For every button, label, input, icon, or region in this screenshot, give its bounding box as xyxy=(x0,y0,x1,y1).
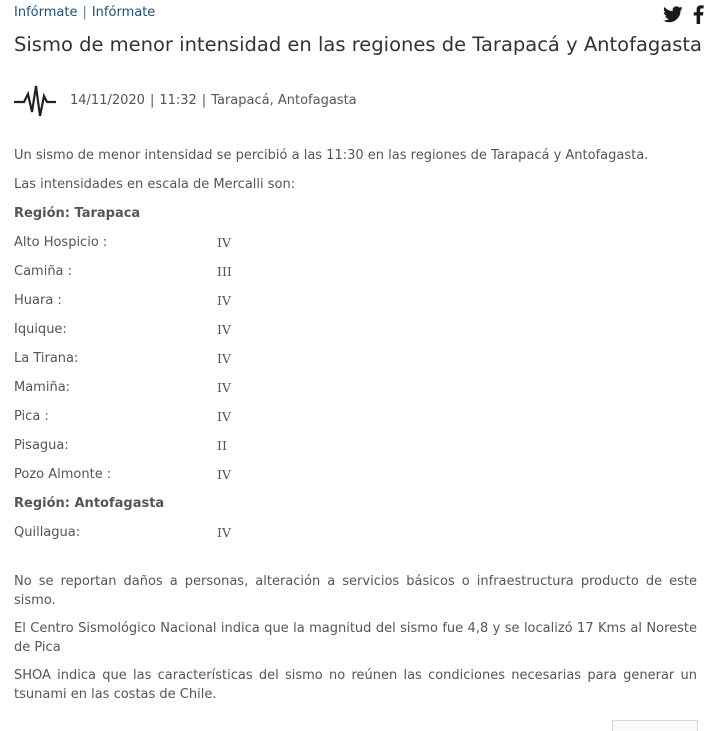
place-name: La Tirana: xyxy=(14,351,79,366)
region-heading: Región: Tarapaca xyxy=(14,206,141,221)
intensity-value: IV xyxy=(217,380,231,395)
intensity-row xyxy=(14,320,697,349)
intensity-value: IV xyxy=(217,467,231,482)
shoa-paragraph: SHOA indica que las características del sismo no reúnen las condiciones necesarias para generar un tsunami en las costas de Chile. xyxy=(14,668,697,702)
breadcrumb-separator: | xyxy=(82,5,87,20)
meta-separator: | xyxy=(201,93,207,108)
damage-paragraph: No se reportan daños a personas, alteración a servicios básicos o infraestructura producto de este sismo. xyxy=(14,574,697,608)
intensity-value: IV xyxy=(217,351,231,366)
meta-info xyxy=(70,93,357,108)
intensity-value: III xyxy=(217,264,232,279)
intensity-value: IV xyxy=(217,235,231,250)
place-name: Pozo Almonte : xyxy=(14,467,112,482)
region-heading: Región: Antofagasta xyxy=(14,496,165,511)
intensity-row xyxy=(14,465,697,494)
intensity-value: II xyxy=(217,438,227,453)
place-name: Pisagua: xyxy=(14,438,69,453)
intensity-row xyxy=(14,262,697,291)
meta-separator: | xyxy=(149,93,155,108)
intensity-row xyxy=(14,291,697,320)
place-name: Iquique: xyxy=(14,322,67,337)
facebook-icon[interactable] xyxy=(693,5,704,24)
twitter-icon[interactable] xyxy=(663,6,683,23)
intensity-value: IV xyxy=(217,525,231,540)
breadcrumb xyxy=(14,5,155,20)
social-share xyxy=(663,4,704,24)
intensity-row xyxy=(14,349,697,378)
article-meta xyxy=(14,82,704,120)
intensity-row xyxy=(14,378,697,407)
scale-intro: Las intensidades en escala de Mercalli son: xyxy=(14,177,296,192)
place-name: Camiña : xyxy=(14,264,73,279)
article-time: 11:32 xyxy=(159,93,197,108)
intensity-value: IV xyxy=(217,409,231,424)
top-bar xyxy=(14,4,704,24)
place-name: Pica : xyxy=(14,409,49,424)
place-name: Huara : xyxy=(14,293,62,308)
seismograph-icon xyxy=(14,82,56,120)
intensity-row xyxy=(14,523,697,552)
intensity-row xyxy=(14,436,697,465)
intro-paragraph: Un sismo de menor intensidad se percibió a las 11:30 en las regiones de Tarapacá y Antofagasta. xyxy=(14,148,649,163)
article-date: 14/11/2020 xyxy=(70,93,145,108)
spacer xyxy=(14,552,697,572)
place-name: Quillagua: xyxy=(14,525,81,540)
intensity-value: IV xyxy=(217,293,231,308)
place-name: Alto Hospicio : xyxy=(14,235,108,250)
breadcrumb-link-informate[interactable]: Infórmate xyxy=(14,5,78,20)
article-location: Tarapacá, Antofagasta xyxy=(211,93,357,108)
place-name: Mamiña: xyxy=(14,380,71,395)
article-title: Sismo de menor intensidad en las regiones de Tarapacá y Antofagasta xyxy=(14,33,702,56)
intensity-row xyxy=(14,407,697,436)
magnitude-paragraph: El Centro Sismológico Nacional indica que la magnitud del sismo fue 4,8 y se localizó 17 Kms al Noreste de Pica xyxy=(14,621,697,655)
article-body xyxy=(14,146,697,713)
intensity-value: IV xyxy=(217,322,231,337)
breadcrumb-link-informate-current[interactable]: Infórmate xyxy=(91,5,156,20)
intensity-row xyxy=(14,233,697,262)
